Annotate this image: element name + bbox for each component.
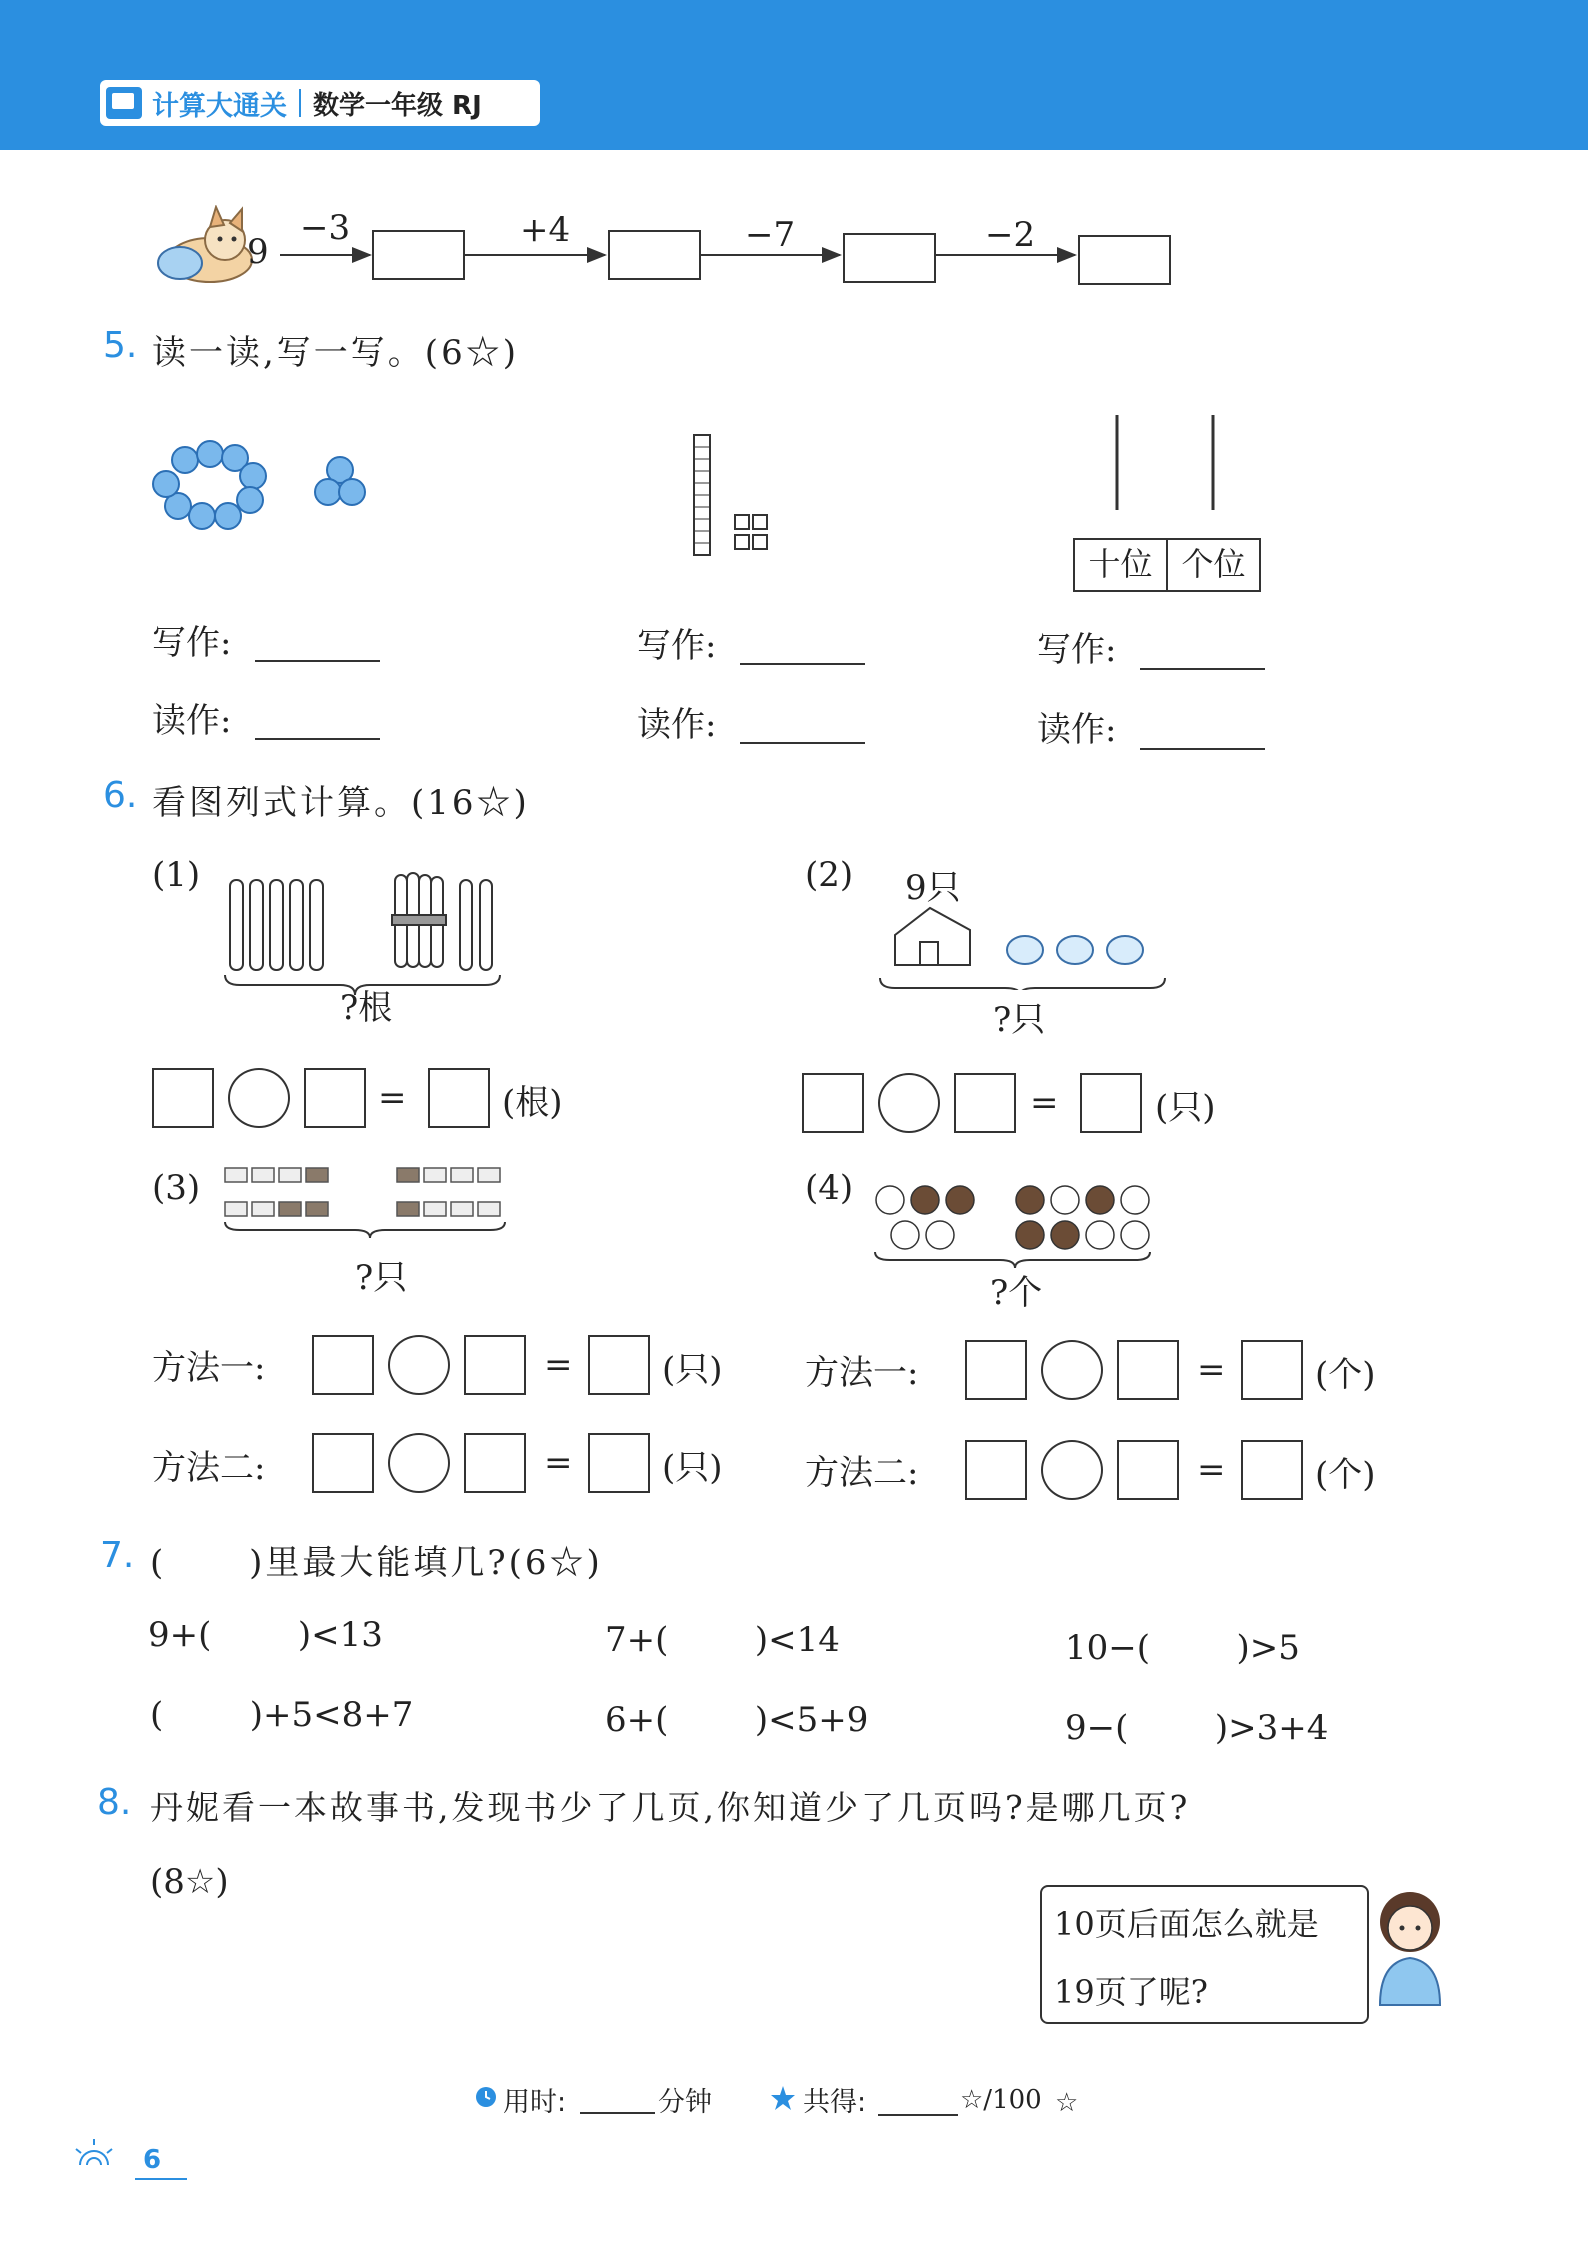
answer-box[interactable] (1241, 1340, 1303, 1400)
unit-label: (个) (1315, 1355, 1376, 1395)
question-label: ?只 (993, 1000, 1046, 1040)
equals-sign: = (1197, 1450, 1226, 1490)
operator-circle[interactable] (228, 1068, 290, 1128)
bead-group-icon (150, 440, 380, 550)
brand-label (100, 80, 540, 126)
question-number: 5. (103, 325, 138, 366)
answer-box[interactable] (312, 1335, 374, 1395)
score-input-line[interactable] (878, 2114, 958, 2116)
question-label: ?只 (355, 1258, 408, 1298)
rabbits-icon (220, 1160, 550, 1260)
operator-circle[interactable] (1041, 1440, 1103, 1500)
given-count: 9只 (905, 868, 961, 908)
part-label: (3) (152, 1168, 201, 1208)
answer-box[interactable] (843, 233, 936, 283)
ones-label: 个位 (1181, 545, 1246, 583)
chain-op-2: +4 (520, 210, 571, 250)
question-label: ?根 (340, 988, 393, 1028)
equals-sign: = (1197, 1350, 1226, 1390)
operator-circle[interactable] (1041, 1340, 1103, 1400)
chain-op-1: −3 (300, 208, 351, 248)
abacus-label-row (1073, 538, 1261, 592)
score-total: ☆/100 (960, 2085, 1042, 2115)
inequality-item: ( )+5<8+7 (150, 1695, 414, 1735)
answer-line[interactable] (1140, 748, 1265, 750)
method-label: 方法一: (152, 1348, 266, 1388)
write-label: 写作: (637, 626, 717, 666)
answer-line[interactable] (255, 660, 380, 662)
question-text: ( )里最大能填几?(6☆) (150, 1543, 603, 1583)
place-value-blocks-icon (685, 430, 805, 560)
method-label: 方法一: (805, 1353, 919, 1393)
answer-box[interactable] (372, 230, 465, 280)
answer-box[interactable] (965, 1340, 1027, 1400)
tens-label: 十位 (1075, 540, 1168, 590)
question-number: 8. (97, 1782, 132, 1823)
read-label: 读作: (1037, 710, 1117, 750)
answer-box[interactable] (1080, 1073, 1142, 1133)
inequality-item: 9+( )<13 (148, 1615, 383, 1655)
time-unit: 分钟 (658, 2087, 712, 2118)
write-label: 写作: (1037, 630, 1117, 670)
question-label: ?个 (990, 1273, 1043, 1313)
clock-icon (474, 2085, 498, 2109)
inequality-item: 9−( )>3+4 (1065, 1708, 1329, 1748)
star-mark: ☆ (1055, 2088, 1079, 2118)
method-label: 方法二: (805, 1453, 919, 1493)
question-number: 7. (100, 1535, 135, 1576)
time-input-line[interactable] (580, 2112, 655, 2114)
read-label: 读作: (637, 705, 717, 745)
inequality-item: 6+( )<5+9 (605, 1700, 869, 1740)
answer-box[interactable] (152, 1068, 214, 1128)
answer-box[interactable] (802, 1073, 864, 1133)
answer-box[interactable] (608, 230, 701, 280)
bubble-line-2: 19页了呢? (1054, 1973, 1208, 2011)
score-label: 共得: (803, 2087, 867, 2118)
write-label: 写作: (152, 623, 232, 663)
part-label: (4) (805, 1168, 854, 1208)
answer-box[interactable] (954, 1073, 1016, 1133)
equals-sign: = (544, 1443, 573, 1483)
chain-start: 9 (247, 232, 269, 272)
page-header (0, 0, 1588, 150)
corgi-icon (150, 205, 260, 290)
page-number: 6 (143, 2145, 162, 2175)
answer-box[interactable] (588, 1433, 650, 1493)
method-label: 方法二: (152, 1448, 266, 1488)
brand-separator (299, 89, 301, 117)
answer-box[interactable] (464, 1433, 526, 1493)
read-label: 读作: (152, 701, 232, 741)
bubble-line-1: 10页后面怎么就是 (1054, 1905, 1319, 1943)
girl-icon (1370, 1880, 1450, 2010)
answer-box[interactable] (1078, 235, 1171, 285)
brand-name: 计算大通关 (152, 90, 287, 122)
inequality-item: 10−( )>5 (1065, 1628, 1300, 1668)
equals-sign: = (544, 1345, 573, 1385)
speech-bubble (1040, 1885, 1369, 2024)
unit-label: (只) (1155, 1088, 1216, 1128)
chain-op-4: −2 (985, 215, 1036, 255)
answer-box[interactable] (428, 1068, 490, 1128)
book-icon (106, 87, 142, 119)
part-label: (2) (805, 855, 854, 895)
answer-box[interactable] (1117, 1340, 1179, 1400)
equals-sign: = (1030, 1083, 1059, 1123)
operator-circle[interactable] (388, 1433, 450, 1493)
unit-label: (只) (662, 1350, 723, 1390)
equals-sign: = (378, 1078, 407, 1118)
time-label: 用时: (503, 2087, 567, 2118)
house-dogs-icon (875, 900, 1175, 990)
answer-line[interactable] (255, 738, 380, 740)
answer-box[interactable] (304, 1068, 366, 1128)
answer-box[interactable] (965, 1440, 1027, 1500)
answer-line[interactable] (1140, 668, 1265, 670)
chain-op-3: −7 (745, 215, 796, 255)
answer-box[interactable] (1241, 1440, 1303, 1500)
abacus-icon (1070, 410, 1260, 510)
page-number-underline (135, 2178, 187, 2180)
question-text: 看图列式计算。(16☆) (152, 783, 530, 823)
answer-box[interactable] (588, 1335, 650, 1395)
answer-line[interactable] (740, 663, 865, 665)
star-score: (8☆) (150, 1862, 229, 1902)
part-label: (1) (152, 855, 201, 895)
subject-label: 数学一年级 RJ (313, 90, 482, 121)
operator-circle[interactable] (388, 1335, 450, 1395)
answer-box[interactable] (1117, 1440, 1179, 1500)
question-number: 6. (103, 775, 138, 816)
unit-label: (只) (662, 1448, 723, 1488)
sun-icon (70, 2135, 118, 2175)
inequality-item: 7+( )<14 (605, 1620, 840, 1660)
question-text: 丹妮看一本故事书,发现书少了几页,你知道少了几页吗?是哪几页? (150, 1788, 1191, 1827)
answer-line[interactable] (740, 742, 865, 744)
question-text: 读一读,写一写。(6☆) (152, 333, 519, 373)
unit-label: (根) (502, 1083, 563, 1123)
operator-circle[interactable] (878, 1073, 940, 1133)
star-icon (770, 2085, 796, 2111)
answer-box[interactable] (464, 1335, 526, 1395)
unit-label: (个) (1315, 1455, 1376, 1495)
answer-box[interactable] (312, 1433, 374, 1493)
